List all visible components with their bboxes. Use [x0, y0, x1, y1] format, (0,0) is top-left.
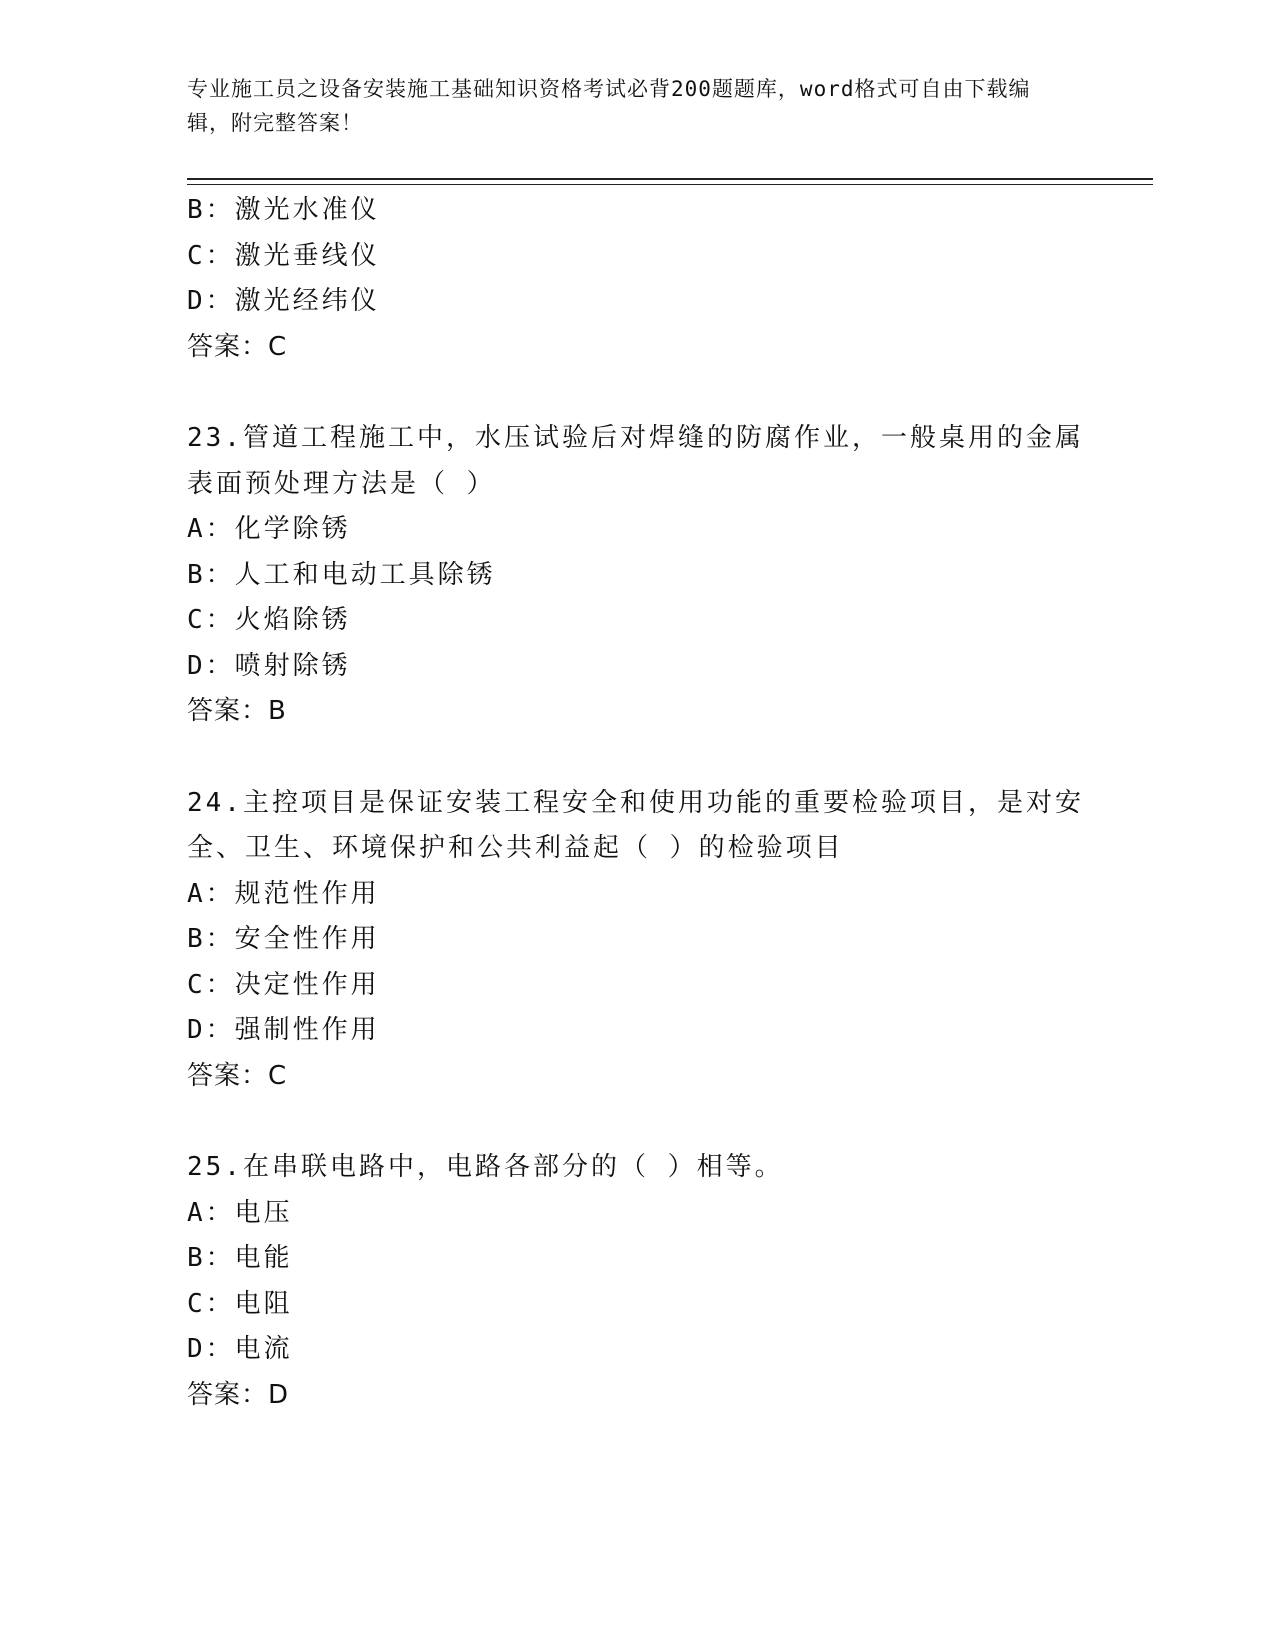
- option-a: A：电压: [187, 1197, 293, 1228]
- option-b: B：电能: [187, 1243, 293, 1273]
- question-block-23: [187, 416, 1087, 735]
- option-d: D：激光经纬仪: [187, 286, 380, 316]
- answer-line: 答案：D: [187, 1379, 290, 1410]
- option-d: D：喷射除锈: [187, 650, 351, 681]
- question-block-22: [187, 188, 1087, 370]
- option-c: C：决定性作用: [187, 969, 380, 1000]
- option-b: B：安全性作用: [187, 924, 380, 954]
- option-a: A：规范性作用: [187, 878, 380, 909]
- option-b: B：人工和电动工具除锈: [187, 559, 496, 590]
- question-text: 24.主控项目是保证安装工程安全和使用功能的重要检验项目，是对安全、卫生、环境保护和公共利益起（ ）的检验项目: [187, 787, 1084, 863]
- option-d: D：电流: [187, 1334, 293, 1364]
- option-d: D：强制性作用: [187, 1015, 380, 1045]
- option-c: C：电阻: [187, 1288, 293, 1319]
- header-divider: [187, 178, 1153, 185]
- spacer: [187, 1099, 1087, 1145]
- answer-line: 答案：C: [187, 1060, 288, 1091]
- option-b: B：激光水准仪: [187, 195, 380, 225]
- answer-line: 答案：B: [187, 696, 287, 726]
- option-c: C：激光垂线仪: [187, 240, 380, 271]
- question-block-24: [187, 781, 1087, 1100]
- question-text: 23.管道工程施工中，水压试验后对焊缝的防腐作业，一般桌用的金属表面预处理方法是（ ）: [187, 423, 1084, 499]
- question-text: 25.在串联电路中，电路各部分的（ ）相等。: [187, 1152, 784, 1182]
- spacer: [187, 370, 1087, 416]
- answer-line: 答案：C: [187, 331, 288, 362]
- spacer: [187, 735, 1087, 781]
- option-c: C：火焰除锈: [187, 605, 351, 635]
- question-block-25: [187, 1145, 1087, 1418]
- document-header: 专业施工员之设备安装施工基础知识资格考试必背200题题库，word格式可自由下载编辑，附完整答案！: [187, 77, 1031, 135]
- option-a: A：化学除锈: [187, 514, 351, 544]
- question-list: [187, 188, 1087, 1418]
